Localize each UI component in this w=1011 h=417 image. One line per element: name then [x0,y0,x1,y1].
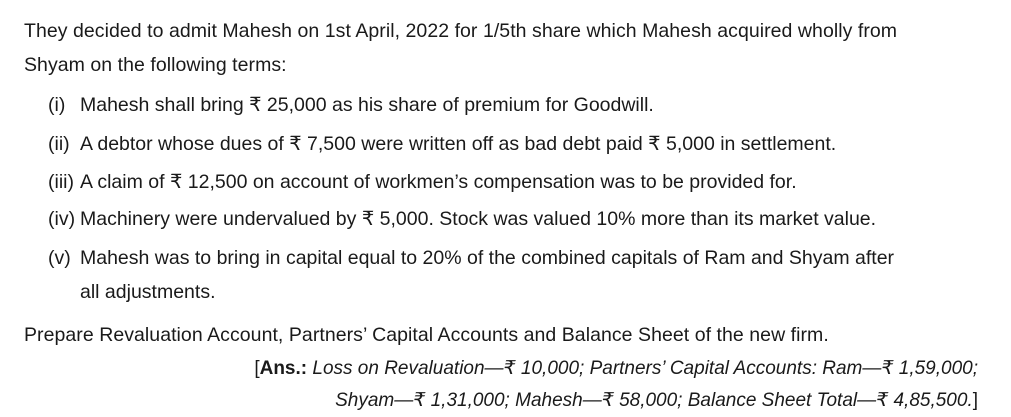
intro-line-2: Shyam on the following terms: [24,54,287,76]
answer-label: Ans.: [259,358,308,379]
term-text-continuation: all adjustments. [80,281,216,303]
term-number: (i) [48,94,66,116]
term-text: A claim of ₹ 12,500 on account of workmen’s compensation was to be provided for. [80,171,797,193]
term-number: (iv) [48,208,76,230]
answer-line-1 [254,356,978,382]
instruction-text: Prepare Revaluation Account, Partners’ Capital Accounts and Balance Sheet of the new firm. [24,324,829,346]
term-text: A debtor whose dues of ₹ 7,500 were written off as bad debt paid ₹ 5,000 in settlement. [80,133,837,155]
term-text: Mahesh was to bring in capital equal to 20% of the combined capitals of Ram and Shyam after [80,247,895,269]
answer-text-2: Shyam—₹ 1,31,000; Mahesh—₹ 58,000; Balance Sheet Total—₹ 4,85,500. [335,390,973,411]
intro-line-1: They decided to admit Mahesh on 1st April, 2022 for 1/5th share which Mahesh acquired wholly from [24,20,898,42]
answer-close-bracket: ] [972,390,978,411]
answer-open-bracket: [ [254,358,260,379]
answer-text-1: Loss on Revaluation—₹ 10,000; Partners’ Capital Accounts: Ram—₹ 1,59,000; [312,358,978,379]
answer-line-2 [335,388,978,414]
term-number: (v) [48,247,71,269]
term-number: (ii) [48,133,70,155]
term-text: Machinery were undervalued by ₹ 5,000. Stock was valued 10% more than its market value. [80,208,877,230]
term-number: (iii) [48,171,74,193]
term-text: Mahesh shall bring ₹ 25,000 as his share of premium for Goodwill. [80,94,654,116]
